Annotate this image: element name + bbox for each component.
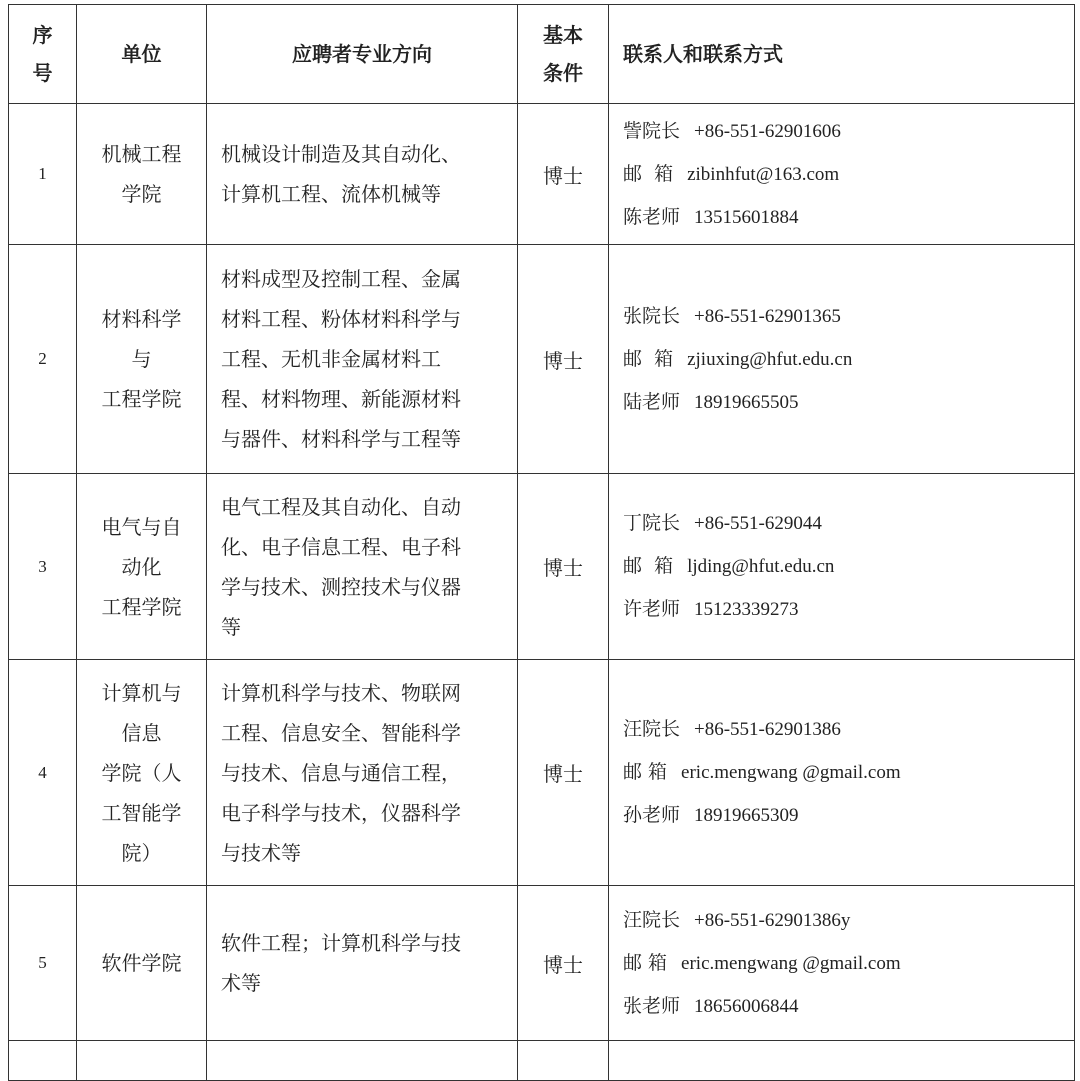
contact-cell (609, 474, 1075, 660)
contact-value: +86-551-62901365 (694, 305, 841, 327)
requirement-cell: 博士 (518, 474, 609, 660)
contact-label: 陆老师 (623, 390, 681, 413)
contact-label: 陈老师 (623, 205, 681, 228)
major-line: 化、电子信息工程、电子科 (221, 534, 461, 559)
major-line: 电子科学与技术，仪器科学 (221, 800, 461, 825)
contact-line (623, 588, 1074, 631)
unit-line: 学院 (121, 182, 162, 206)
major-cell (207, 245, 518, 474)
contact-label: 邮 箱 (623, 555, 674, 577)
major-line: 等 (221, 614, 241, 639)
unit-line: 信息 (121, 720, 162, 745)
header-major: 应聘者专业方向 (207, 5, 518, 104)
unit-line: 计算机与 (101, 680, 182, 705)
contact-line (623, 545, 1074, 588)
recruitment-table (8, 4, 1075, 1081)
unit-line: 工程学院 (101, 387, 182, 411)
table-row (9, 660, 1075, 886)
unit-line: 院） (121, 840, 162, 865)
header-no: 序 号 (9, 5, 77, 104)
major-cell (207, 474, 518, 660)
contact-label: 邮 箱 (623, 761, 668, 783)
contact-line (623, 153, 1074, 196)
empty-cell (77, 1041, 207, 1081)
empty-cell (207, 1041, 518, 1081)
contact-value: ljding@hfut.edu.cn (687, 556, 835, 577)
empty-cell (609, 1041, 1075, 1081)
major-line: 与技术等 (221, 840, 301, 865)
unit-cell (77, 474, 207, 660)
requirement-cell: 博士 (518, 886, 609, 1041)
contact-value: 18656006844 (694, 995, 799, 1017)
unit-line: 电气与自 (101, 514, 182, 539)
requirement-cell: 博士 (518, 660, 609, 886)
contact-line (623, 708, 1074, 751)
row-number: 2 (9, 245, 77, 474)
empty-cell (518, 1041, 609, 1081)
contact-label: 邮 箱 (623, 347, 674, 370)
major-line: 材料工程、粉体材料科学与 (221, 307, 461, 331)
header-row (9, 5, 1075, 104)
table-row (9, 474, 1075, 660)
major-line: 机械设计制造及其自动化、 (221, 142, 461, 166)
contact-line (623, 295, 1074, 338)
row-number: 3 (9, 474, 77, 660)
contact-line (623, 751, 1074, 794)
header-requirement: 基本 条件 (518, 5, 609, 104)
major-cell (207, 660, 518, 886)
major-line: 材料成型及控制工程、金属 (221, 267, 461, 291)
unit-line: 工程学院 (101, 594, 182, 619)
contact-value: eric.mengwang @gmail.com (681, 952, 901, 974)
empty-cell (9, 1041, 77, 1081)
unit-line: 工智能学 (101, 800, 182, 825)
contact-label: 邮 箱 (623, 951, 668, 974)
header-contact: 联系人和联系方式 (609, 5, 1075, 104)
row-number: 4 (9, 660, 77, 886)
major-line: 术等 (221, 971, 261, 995)
contact-value: +86-551-629044 (694, 513, 822, 534)
contact-value: +86-551-62901606 (694, 120, 841, 142)
unit-cell (77, 886, 207, 1041)
major-line: 电气工程及其自动化、自动 (221, 494, 461, 519)
major-line: 与技术、信息与通信工程， (221, 760, 461, 785)
table-row (9, 104, 1075, 245)
contact-line (623, 502, 1074, 545)
contact-value: 13515601884 (694, 206, 799, 228)
contact-value: eric.mengwang @gmail.com (681, 762, 901, 783)
unit-line: 动化 (121, 554, 162, 579)
major-line: 工程、信息安全、智能科学 (221, 720, 461, 745)
unit-line: 与 (131, 347, 152, 371)
contact-label: 孙老师 (623, 804, 681, 826)
contact-line (623, 942, 1074, 985)
contact-line (623, 110, 1074, 153)
unit-line: 学院（人 (101, 760, 182, 785)
contact-label: 许老师 (623, 598, 681, 620)
contact-value: 18919665309 (694, 805, 799, 826)
contact-label: 汪院长 (623, 908, 681, 931)
contact-value: 18919665505 (694, 391, 799, 413)
table-row (9, 245, 1075, 474)
major-line: 软件工程；计算机科学与技 (221, 931, 461, 955)
contact-label: 汪院长 (623, 718, 681, 740)
contact-line (623, 794, 1074, 837)
table-row-partial (9, 1041, 1075, 1081)
row-number: 1 (9, 104, 77, 245)
contact-label: 丁院长 (623, 512, 681, 534)
contact-value: 15123339273 (694, 599, 799, 620)
major-line: 与器件、材料科学与工程等 (221, 427, 461, 451)
contact-label: 邮 箱 (623, 162, 674, 185)
header-unit: 单位 (77, 5, 207, 104)
major-line: 计算机科学与技术、物联网 (221, 680, 461, 705)
unit-line: 材料科学 (101, 307, 182, 331)
contact-label: 訾院长 (623, 119, 681, 142)
contact-line (623, 196, 1074, 239)
contact-line (623, 381, 1074, 424)
contact-line (623, 899, 1074, 942)
unit-line: 软件学院 (101, 951, 182, 975)
unit-line: 机械工程 (101, 142, 182, 166)
major-cell (207, 886, 518, 1041)
contact-value: zibinhfut@163.com (687, 163, 840, 185)
unit-cell (77, 245, 207, 474)
unit-cell (77, 660, 207, 886)
contact-label: 张老师 (623, 994, 681, 1017)
unit-cell (77, 104, 207, 245)
contact-line (623, 338, 1074, 381)
requirement-cell: 博士 (518, 104, 609, 245)
contact-line (623, 985, 1074, 1028)
major-line: 计算机工程、流体机械等 (221, 182, 441, 206)
major-cell (207, 104, 518, 245)
major-line: 程、材料物理、新能源材料 (221, 387, 461, 411)
contact-cell (609, 886, 1075, 1041)
contact-cell (609, 104, 1075, 245)
row-number: 5 (9, 886, 77, 1041)
requirement-cell: 博士 (518, 245, 609, 474)
contact-cell (609, 245, 1075, 474)
contact-value: +86-551-62901386y (694, 909, 851, 931)
contact-cell (609, 660, 1075, 886)
contact-value: zjiuxing@hfut.edu.cn (687, 348, 853, 370)
table-row (9, 886, 1075, 1041)
major-line: 学与技术、测控技术与仪器 (221, 574, 461, 599)
contact-label: 张院长 (623, 304, 681, 327)
contact-value: +86-551-62901386 (694, 719, 841, 740)
major-line: 工程、无机非金属材料工 (221, 347, 441, 371)
